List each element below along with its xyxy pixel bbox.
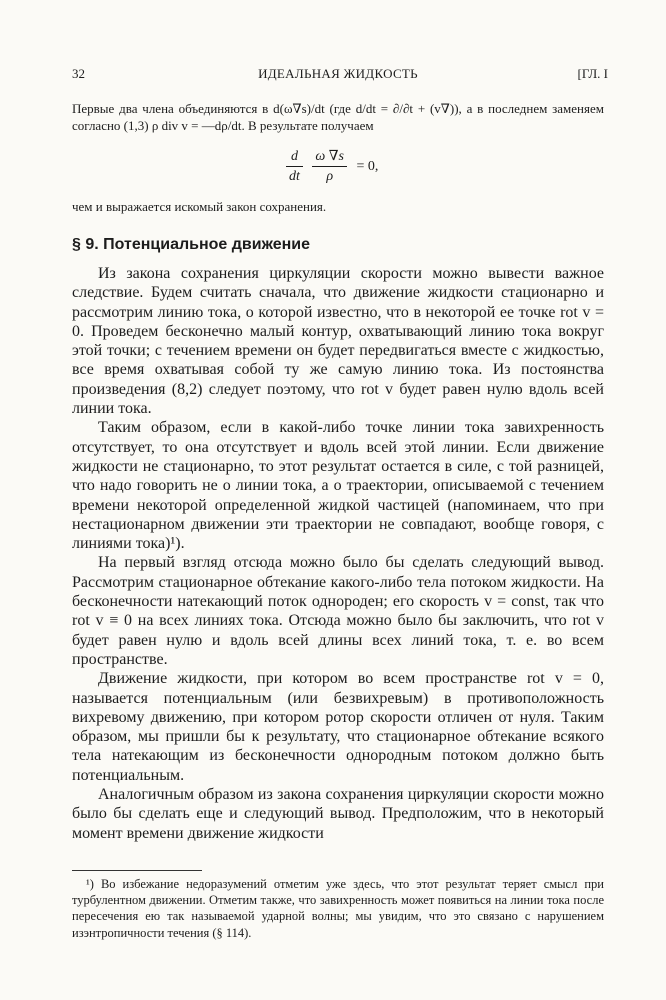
paragraph: Движение жидкости, при котором во всем пространстве rot v = 0, называется потенциальным (или безвихревым) в противоположность вихревому движению, при котором ротор скорости отличен от нуля. Таким образом, мы пришли бы к результату, что стационарное обтекание всякого тела натекающим из бесконечности однородным потоком должно быть потенциальным. <box>72 670 604 784</box>
fraction-denominator: dt <box>289 169 300 184</box>
paragraph: На первый взгляд отсюда можно было бы сделать следующий вывод. Рассмотрим стационарное обтекание какого-либо тела потоком жидкости. На бесконечности натекающий поток однороден; его скорость v = const, так что rot v ≡ 0 на всех линиях тока. Отсюда можно было бы заключить, что rot v будет равен нулю и вдоль всей длины всех линий тока, т. е. во всем пространстве. <box>72 554 604 668</box>
section-heading: § 9. Потенциальное движение <box>72 236 311 253</box>
fraction-omega-grad-s-rho <box>312 148 347 185</box>
fraction-d-dt <box>286 148 303 185</box>
footnote <box>72 876 604 941</box>
footnote-text: ¹) Во избежание недоразумений отметим уже здесь, что этот результат теряет смысл при турбулентном движении. Отметим также, что завихренность может появиться на линии тока после пересечения ею так называемой ударной волны; мы увидим, что это связано с нарушением изэнтропичности течения (§ 114). <box>72 877 604 940</box>
conservation-formula <box>286 148 378 185</box>
fraction-denominator: ρ <box>326 169 334 184</box>
paragraph: Аналогичным образом из закона сохранения циркуляции скорости можно было бы сделать еще и следующий вывод. Предположим, что в некоторый момент времени движение жидкости <box>72 786 604 842</box>
fraction-numerator: d <box>286 148 303 167</box>
running-title: ИДЕАЛЬНАЯ ЖИДКОСТЬ <box>258 66 418 81</box>
conclusion-line: чем и выражается искомый закон сохранения. <box>72 199 327 214</box>
fraction-numerator: ω ∇s <box>312 148 347 167</box>
footnote-divider <box>72 870 202 871</box>
formula-rhs: = 0, <box>356 158 379 174</box>
paragraph: Таким образом, если в какой-либо точке линии тока завихренность отсутствует, то она отсутствует и вдоль всей этой линии. Если движение жидкости не стационарно, то этот результат остается в силе, с той разницей, что надо говорить не о линии тока, а о траектории, описываемой с течением времени некоторой определенной жидкой частицей (напоминаем, что при нестационарном движении эти траектории не совпадают, вообще говоря, с линиями тока)¹). <box>72 419 604 553</box>
section-body <box>72 264 604 843</box>
chapter-label: [ГЛ. I <box>577 66 608 81</box>
intro-paragraph: Первые два члена объединяются в d(ω∇s)/dt (где d/dt = ∂/∂t + (v∇)), а в последнем заменяем согласно (1,3) ρ div v = —dρ/dt. В результате получаем <box>72 101 604 133</box>
paragraph: Из закона сохранения циркуляции скорости можно вывести важное следствие. Будем считать сначала, что движение жидкости стационарно и рассмотрим линию тока, о которой известно, что в некоторой ее точке rot v = 0. Проведем бесконечно малый контур, охватывающий линию тока вокруг этой точки; с течением времени он будет передвигаться вместе с жидкостью, все время охватывая собой ту же самую линию тока. Из постоянства произведения (8,2) следует поэтому, что rot v будет равен нулю вдоль всей линии тока. <box>72 265 604 418</box>
page-number: 32 <box>72 66 85 81</box>
page-header <box>72 66 608 86</box>
